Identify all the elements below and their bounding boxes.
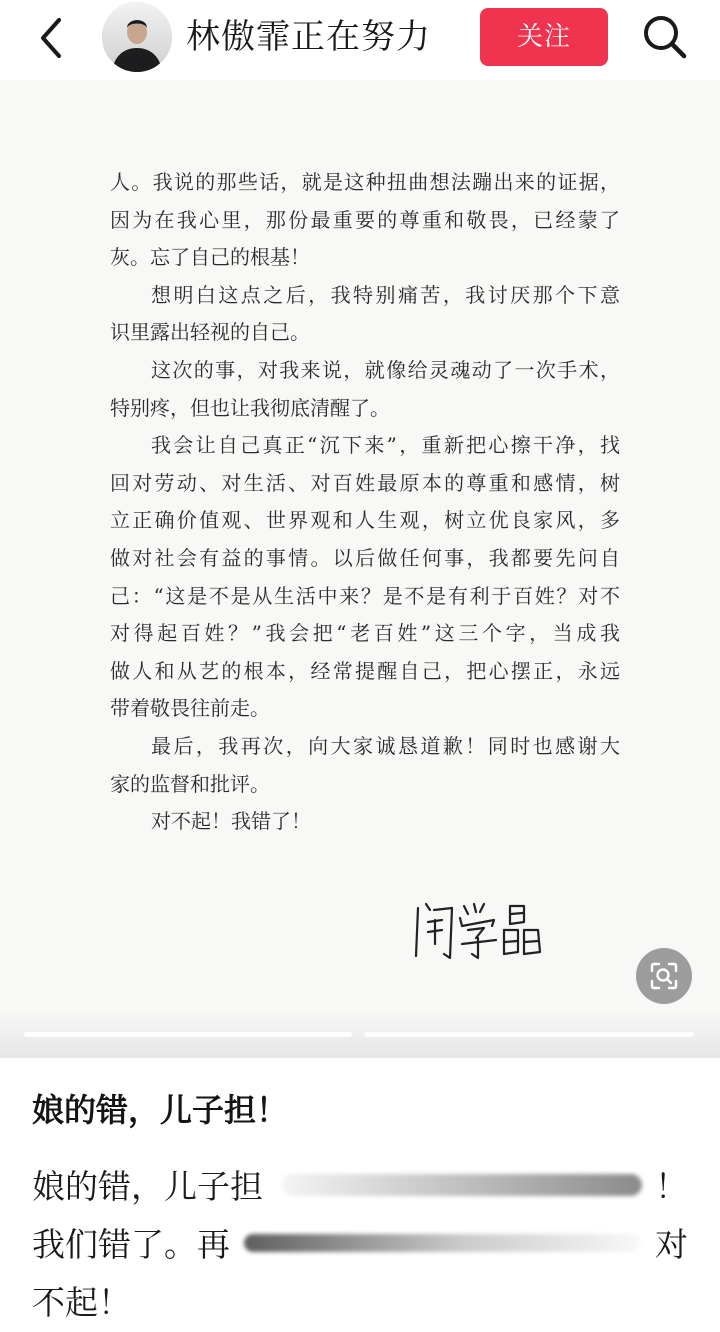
avatar[interactable]: [102, 2, 172, 72]
top-bar: [0, 0, 720, 80]
letter-line: 带着敬畏往前走。: [110, 696, 270, 721]
follow-button[interactable]: 关注: [480, 8, 608, 66]
letter-line: 因为在我心里，那份最重要的尊重和敬畏，已经蒙了: [110, 207, 620, 232]
post-line: [32, 1158, 688, 1216]
post-line: [32, 1216, 688, 1274]
letter-line: 己：“这是不是从生活中来？是不是有利于百姓？对不: [110, 583, 620, 608]
letter-line: 做对社会有益的事情。以后做任何事，我都要先问自: [110, 545, 620, 570]
letter-line: 灰。忘了自己的根基！: [110, 245, 310, 270]
letter-line: 对不起！我错了！: [151, 809, 311, 834]
scan-search-icon: [650, 962, 678, 990]
back-button[interactable]: [28, 14, 76, 62]
letter-line: 特别疼，但也让我彻底清醒了。: [110, 395, 390, 420]
post-text: 不起！: [32, 1283, 131, 1322]
letter-line: 识里露出轻视的自己。: [110, 320, 310, 345]
chevron-left-icon: [28, 14, 76, 62]
post-text: 我们错了。再: [32, 1225, 230, 1264]
letter-line: 我会让自己真正“沉下来”，重新把心擦干净，找: [151, 433, 620, 458]
letter-line: 做人和从艺的根本，经常提醒自己，把心摆正，永远: [110, 658, 620, 683]
post-line: [32, 1274, 688, 1332]
letter-line: 最后，我再次，向大家诚恳道歉！同时也感谢大: [151, 733, 620, 758]
letter-line: 回对劳动、对生活、对百姓最原本的尊重和感情，树: [110, 470, 620, 495]
letter-line: 立正确价值观、世界观和人生观，树立优良家风，多: [110, 508, 620, 533]
avatar-image: [102, 2, 172, 72]
post-title: 娘的错，儿子担！: [32, 1091, 289, 1129]
carousel-indicator-1[interactable]: [24, 1032, 352, 1037]
letter-line: 想明白这点之后，我特别痛苦，我讨厌那个下意: [151, 282, 620, 307]
handwritten-signature: [404, 898, 554, 970]
blurred-text: [282, 1174, 642, 1196]
post-text: 娘的错，儿子担: [32, 1167, 263, 1206]
blurred-text: [244, 1234, 640, 1252]
post-text: 对: [655, 1225, 688, 1264]
letter-image[interactable]: [0, 80, 720, 1058]
post-text: ！: [655, 1167, 688, 1206]
letter-line: 家的监督和批评。: [110, 771, 270, 796]
username[interactable]: 林傲霏正在努力: [186, 17, 431, 57]
letter-line: 人。我说的那些话，就是这种扭曲想法蹦出来的证据，: [110, 170, 620, 194]
carousel-indicator-2[interactable]: [364, 1032, 694, 1037]
post-body: [32, 1158, 688, 1332]
image-search-button[interactable]: [636, 948, 692, 1004]
search-icon: [638, 10, 692, 64]
letter-line: 这次的事，对我来说，就像给灵魂动了一次手术，: [151, 357, 620, 382]
search-button[interactable]: [638, 10, 692, 64]
letter-line: 对得起百姓？”我会把“老百姓”这三个字，当成我: [110, 621, 620, 646]
letter-text: [110, 164, 620, 841]
